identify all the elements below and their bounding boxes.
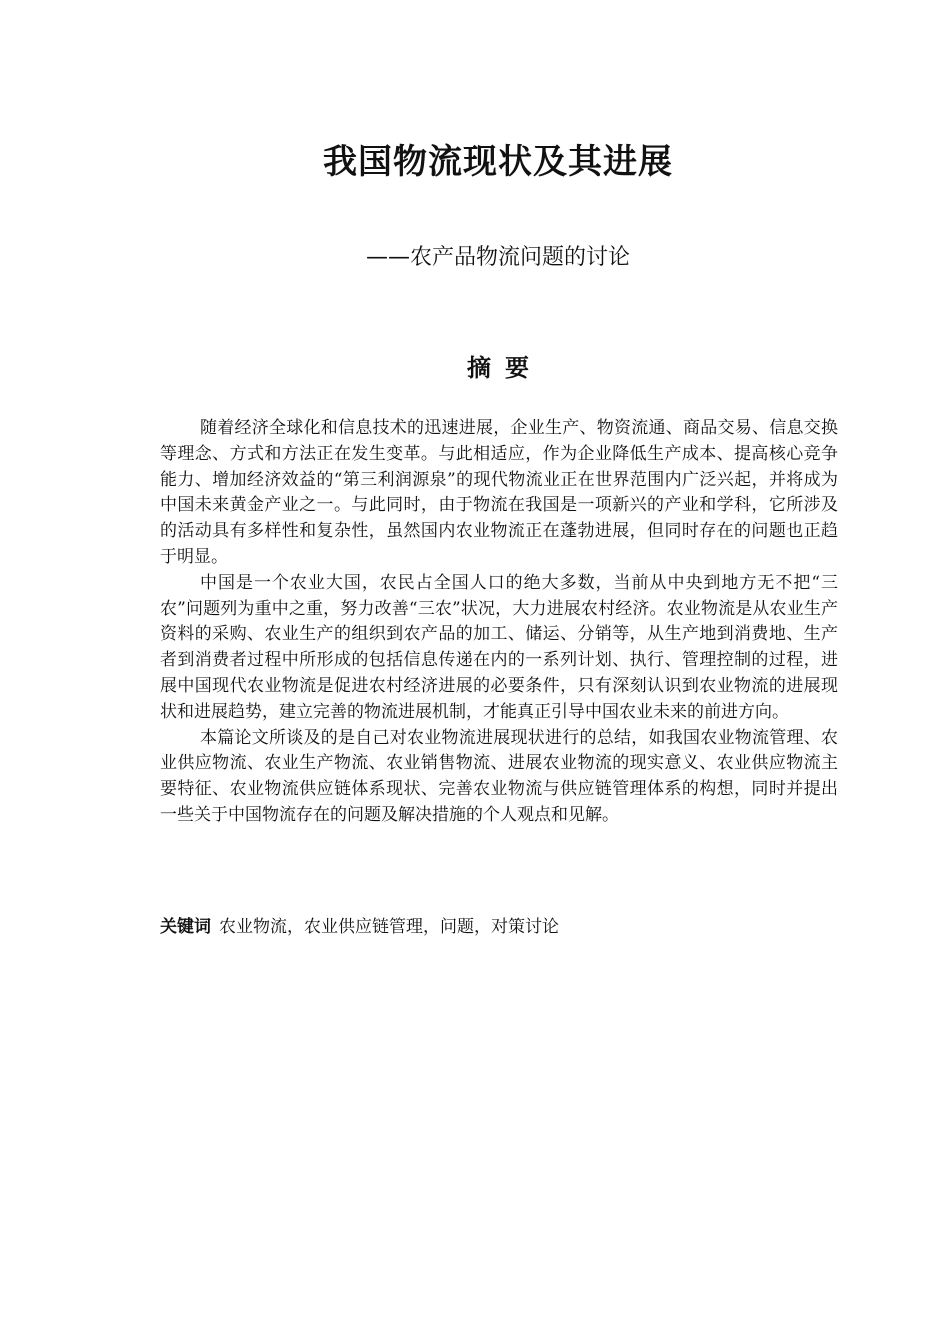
keywords-text: 农业物流，农业供应链管理，问题，对策讨论 <box>219 917 559 937</box>
abstract-heading: 摘要 <box>467 354 543 382</box>
paper-title: 我国物流现状及其进展 <box>323 142 673 182</box>
keywords-label: 关键词 <box>160 917 211 937</box>
abstract-paragraph-1: 随着经济全球化和信息技术的迅速进展，企业生产、物资流通、商品交易、信息交换等理念、方式和方法正在发生变革。与此相适应，作为企业降低生产成本、提高核心竞争能力、增加经济效益的“第三利润源泉”的现代物流业正在世界范围内广泛兴起，并将成为中国未来黄金产业之一。与此同时，由于物流在我国是一项新兴的产业和学科，它所涉及的活动具有多样性和复杂性，虽然国内农业物流正在蓬勃进展，但同时存在的问题也正趋于明显。 <box>160 418 838 567</box>
abstract-paragraph-3: 本篇论文所谈及的是自己对农业物流进展现状进行的总结，如我国农业物流管理、农业供应物流、农业生产物流、农业销售物流、进展农业物流的现实意义、农业供应物流主要特征、农业物流供应链体系现状、完善农业物流与供应链管理体系的构想，同时并提出一些关于中国物流存在的问题及解决措施的个人观点和见解。 <box>160 727 838 825</box>
abstract-paragraph-2: 中国是一个农业大国，农民占全国人口的绝大多数，当前从中央到地方无不把“三农”问题列为重中之重，努力改善“三农”状况，大力进展农村经济。农业物流是从农业生产资料的采购、农业生产的组织到农产品的加工、储运、分销等，从生产地到消费地、生产者到消费者过程中所形成的包括信息传递在内的一系列计划、执行、管理控制的过程，进展中国现代农业物流是促进农村经济进展的必要条件，只有深刻认识到农业物流的进展现状和进展趋势，建立完善的物流进展机制，才能真正引导中国农业未来的前进方向。 <box>160 572 838 722</box>
abstract-body <box>160 416 838 829</box>
paper-subtitle: ——农产品物流问题的讨论 <box>365 245 630 270</box>
keywords-line <box>160 914 838 940</box>
